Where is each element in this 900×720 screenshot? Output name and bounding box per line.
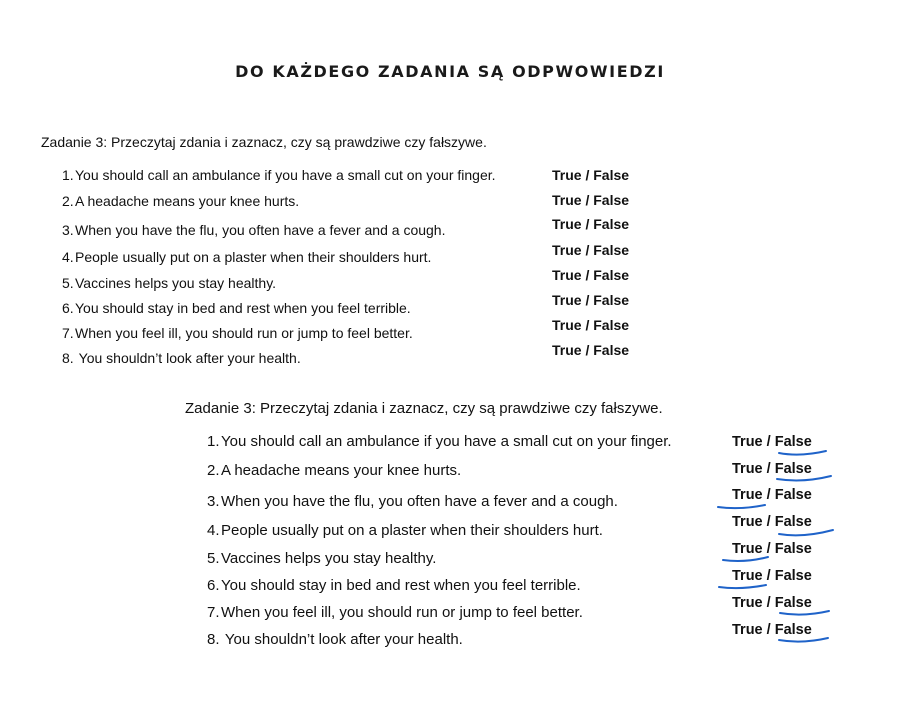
sentence-text: Vaccines helps you stay healthy.: [75, 275, 277, 291]
sentence-number: 1.: [62, 167, 74, 183]
true-option[interactable]: True: [732, 434, 763, 450]
sentence-row: [62, 193, 299, 209]
sentence-row: [207, 522, 603, 539]
false-option[interactable]: False: [774, 595, 812, 611]
sentence-text: When you have the flu, you often have a fever and a cough.: [75, 222, 446, 238]
underline-mark: [719, 585, 766, 588]
sentence-row: [62, 275, 276, 291]
sentence-text: When you have the flu, you often have a fever and a cough.: [221, 493, 618, 510]
true-false-choice[interactable]: [732, 487, 812, 503]
sentence-number: 4.: [207, 522, 220, 539]
true-false-choice[interactable]: [552, 167, 629, 183]
underline-mark: [718, 505, 765, 508]
true-option[interactable]: True: [732, 541, 763, 557]
false-option[interactable]: False: [593, 292, 630, 308]
false-option[interactable]: False: [774, 568, 812, 584]
false-option[interactable]: False: [593, 317, 630, 333]
true-false-choice[interactable]: [552, 317, 629, 333]
option-separator: /: [766, 622, 771, 638]
option-separator: /: [585, 167, 590, 183]
false-option[interactable]: False: [593, 267, 630, 283]
true-false-choice[interactable]: [732, 434, 812, 450]
true-option[interactable]: True: [732, 568, 763, 584]
false-option[interactable]: False: [774, 487, 812, 503]
underline-mark: [780, 611, 829, 615]
task-heading: Zadanie 3: Przeczytaj zdania i zaznacz, czy są prawdziwe czy fałszywe.: [185, 400, 663, 417]
sentence-row: [207, 604, 583, 621]
true-false-choice[interactable]: [732, 622, 812, 638]
false-option[interactable]: False: [593, 242, 630, 258]
true-false-choice[interactable]: [552, 242, 629, 258]
false-option[interactable]: False: [593, 342, 630, 358]
true-option[interactable]: True: [552, 192, 582, 208]
sentence-text: Vaccines helps you stay healthy.: [221, 550, 437, 567]
true-false-choice[interactable]: [732, 461, 812, 477]
true-false-choice[interactable]: [552, 342, 629, 358]
sentence-number: 4.: [62, 249, 74, 265]
sentence-text: You should stay in bed and rest when you feel terrible.: [221, 577, 581, 594]
true-option[interactable]: True: [552, 216, 582, 232]
option-separator: /: [766, 541, 771, 557]
sentence-text: When you feel ill, you should run or jump to feel better.: [221, 604, 583, 621]
sentence-text: People usually put on a plaster when their shoulders hurt.: [75, 249, 432, 265]
true-option[interactable]: True: [732, 461, 763, 477]
true-option[interactable]: True: [732, 622, 763, 638]
false-option[interactable]: False: [774, 434, 812, 450]
sentence-row: [62, 222, 445, 238]
sentence-text: You should call an ambulance if you have a small cut on your finger.: [221, 433, 672, 450]
sentence-number: 2.: [207, 462, 220, 479]
true-false-choice[interactable]: [732, 595, 812, 611]
false-option[interactable]: False: [774, 461, 812, 477]
option-separator: /: [585, 292, 590, 308]
true-option[interactable]: True: [552, 267, 582, 283]
false-option[interactable]: False: [593, 216, 630, 232]
page-title: DO KAŻDEGO ZADANIA SĄ ODPWOWIEDZI: [235, 62, 665, 81]
true-false-choice[interactable]: [732, 541, 812, 557]
sentence-row: [207, 462, 461, 479]
sentence-row: [207, 550, 436, 567]
sentence-number: 8.: [207, 631, 220, 648]
underline-mark: [779, 451, 826, 455]
false-option[interactable]: False: [593, 167, 630, 183]
underline-mark: [779, 638, 828, 642]
true-option[interactable]: True: [552, 317, 582, 333]
true-false-choice[interactable]: [552, 216, 629, 232]
false-option[interactable]: False: [774, 514, 812, 530]
sentence-number: 6.: [62, 300, 74, 316]
sentence-text: When you feel ill, you should run or jump to feel better.: [75, 325, 413, 341]
underline-mark: [779, 530, 833, 535]
option-separator: /: [766, 434, 771, 450]
underline-mark: [723, 557, 768, 561]
true-false-choice[interactable]: [552, 267, 629, 283]
sentence-row: [62, 249, 431, 265]
true-option[interactable]: True: [732, 487, 763, 503]
option-separator: /: [766, 487, 771, 503]
option-separator: /: [585, 216, 590, 232]
sentence-text: A headache means your knee hurts.: [221, 462, 462, 479]
task-heading: Zadanie 3: Przeczytaj zdania i zaznacz, czy są prawdziwe czy fałszywe.: [41, 134, 487, 150]
sentence-text: You should stay in bed and rest when you feel terrible.: [75, 300, 411, 316]
sentence-number: 6.: [207, 577, 220, 594]
true-false-choice[interactable]: [552, 192, 629, 208]
option-separator: /: [585, 267, 590, 283]
sentence-number: 7.: [207, 604, 220, 621]
true-option[interactable]: True: [552, 242, 582, 258]
option-separator: /: [766, 595, 771, 611]
sentence-number: 5.: [207, 550, 220, 567]
sentence-number: 5.: [62, 275, 74, 291]
sentence-row: [62, 300, 411, 316]
option-separator: /: [766, 514, 771, 530]
sentence-number: 8.: [62, 350, 74, 366]
false-option[interactable]: False: [593, 192, 630, 208]
option-separator: /: [766, 568, 771, 584]
sentence-row: [207, 433, 672, 450]
true-false-choice[interactable]: [732, 514, 812, 530]
sentence-number: 1.: [207, 433, 220, 450]
sentence-number: 3.: [207, 493, 220, 510]
false-option[interactable]: False: [774, 622, 812, 638]
true-false-choice[interactable]: [552, 292, 629, 308]
true-option[interactable]: True: [732, 514, 763, 530]
option-separator: /: [585, 242, 590, 258]
sentence-row: [207, 631, 463, 648]
option-separator: /: [585, 317, 590, 333]
sentence-text: You shouldn’t look after your health.: [221, 631, 463, 648]
sentence-text: You should call an ambulance if you have a small cut on your finger.: [75, 167, 496, 183]
option-separator: /: [766, 461, 771, 477]
sentence-number: 7.: [62, 325, 74, 341]
true-false-choice[interactable]: [732, 568, 812, 584]
true-option[interactable]: True: [552, 167, 582, 183]
option-separator: /: [585, 192, 590, 208]
false-option[interactable]: False: [774, 541, 812, 557]
sentence-row: [62, 350, 301, 366]
sentence-number: 2.: [62, 193, 74, 209]
option-separator: /: [585, 342, 590, 358]
sentence-row: [207, 493, 618, 510]
sentence-text: You shouldn’t look after your health.: [75, 350, 301, 366]
sentence-text: A headache means your knee hurts.: [75, 193, 300, 209]
true-option[interactable]: True: [552, 342, 582, 358]
sentence-number: 3.: [62, 222, 74, 238]
sentence-text: People usually put on a plaster when their shoulders hurt.: [221, 522, 603, 539]
sentence-row: [62, 167, 496, 183]
true-option[interactable]: True: [732, 595, 763, 611]
sentence-row: [62, 325, 413, 341]
true-option[interactable]: True: [552, 292, 582, 308]
sentence-row: [207, 577, 581, 594]
